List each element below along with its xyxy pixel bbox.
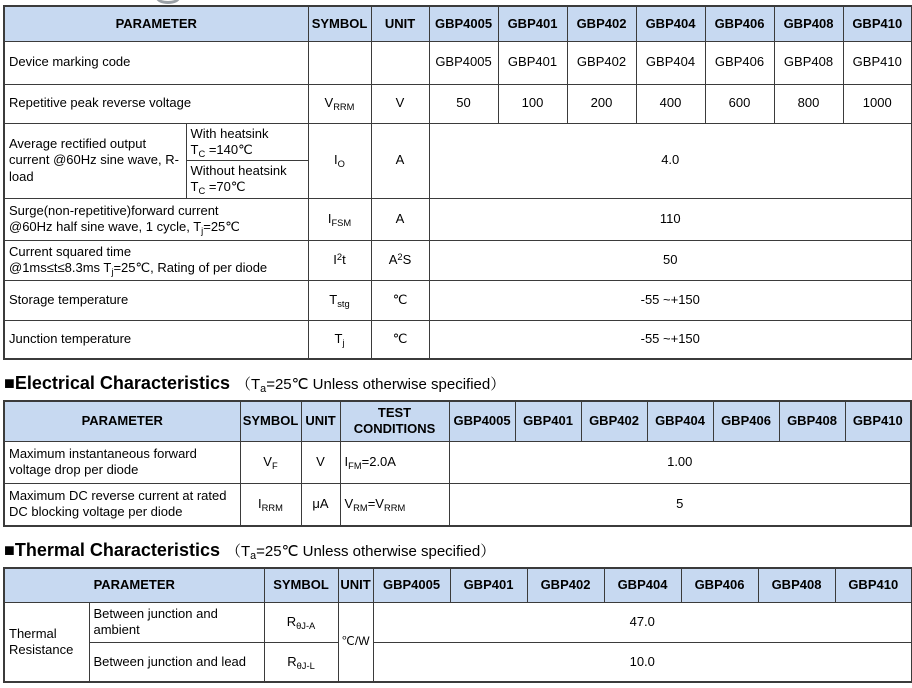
header-model-gbp4005: GBP4005 [429, 6, 498, 41]
symbol-vf: $V_F$ [240, 441, 301, 483]
unit-device-marking-empty [371, 41, 429, 84]
header-model-gbp401: GBP401 [515, 401, 581, 441]
row-vrrm [4, 84, 912, 123]
value-tj: -55 ~+150 [429, 320, 912, 359]
header-model-gbp408: GBP408 [774, 6, 843, 41]
header-model-gbp404: GBP404 [647, 401, 713, 441]
header-model-gbp402: GBP402 [527, 568, 604, 602]
cond-with-heatsink: With heatsink $T_C$ =140℃ [186, 123, 308, 161]
electrical-title-text: ■Electrical Characteristics [4, 373, 230, 393]
header-model-gbp406: GBP406 [705, 6, 774, 41]
header-model-gbp4005: GBP4005 [373, 568, 450, 602]
marking-value-gbp404: GBP404 [636, 41, 705, 84]
param-io: Average rectified output current @60Hz sine wave, R-load [4, 123, 186, 198]
row-tj [4, 320, 912, 359]
vrrm-value-gbp402: 200 [567, 84, 636, 123]
electrical-characteristics-title [4, 373, 912, 394]
param-group-thermal-resistance: Thermal Resistance [4, 602, 89, 682]
unit-tj: ℃ [371, 320, 429, 359]
symbol-tstg: $T_{stg}$ [308, 280, 371, 320]
marking-value-gbp410: GBP410 [843, 41, 912, 84]
marking-value-gbp406: GBP406 [705, 41, 774, 84]
unit-io: A [371, 123, 429, 198]
symbol-tj: $T_j$ [308, 320, 371, 359]
marking-value-gbp408: GBP408 [774, 41, 843, 84]
header-model-gbp406: GBP406 [681, 568, 758, 602]
header-model-gbp4005: GBP4005 [449, 401, 515, 441]
header-model-gbp401: GBP401 [498, 6, 567, 41]
test-condition-irrm: $V_{RM}=V_{RRM}$ [340, 483, 449, 526]
marking-value-gbp401: GBP401 [498, 41, 567, 84]
symbol-rja: $R_{\theta J-A}$ [264, 602, 338, 642]
unit-ifsm: A [371, 198, 429, 240]
row-i2t [4, 240, 912, 280]
header-symbol: SYMBOL [308, 6, 371, 41]
page-crop-artifact [156, 0, 180, 4]
symbol-io: $I_O$ [308, 123, 371, 198]
vrrm-value-gbp401: 100 [498, 84, 567, 123]
param-vf: Maximum instantaneous forward voltage drop per diode [4, 441, 240, 483]
row-rjl [4, 642, 912, 682]
param-vrrm: Repetitive peak reverse voltage [4, 84, 308, 123]
thermal-header-row [4, 568, 912, 602]
header-unit: UNIT [338, 568, 373, 602]
symbol-vrrm: $V_{RRM}$ [308, 84, 371, 123]
test-condition-vf: $I_{FM}=2.0A$ [340, 441, 449, 483]
header-parameter: PARAMETER [4, 6, 308, 41]
header-test-conditions: TEST CONDITIONS [340, 401, 449, 441]
header-model-gbp406: GBP406 [713, 401, 779, 441]
param-ifsm: Surge(non-repetitive)forward current @60Hz half sine wave, 1 cycle, $T_j=25℃$ [4, 198, 308, 240]
symbol-rjl: $R_{\theta J-L}$ [264, 642, 338, 682]
thermal-title-condition: （$T_a=25℃$ Unless otherwise specified） [225, 543, 496, 562]
electrical-characteristics-table [3, 400, 912, 527]
symbol-device-marking-empty [308, 41, 371, 84]
header-model-gbp404: GBP404 [636, 6, 705, 41]
value-io: 4.0 [429, 123, 912, 198]
value-rja: 47.0 [373, 602, 912, 642]
value-tstg: -55 ~+150 [429, 280, 912, 320]
value-irrm: 5 [449, 483, 911, 526]
row-ifsm [4, 198, 912, 240]
header-model-gbp410: GBP410 [845, 401, 911, 441]
value-vf: 1.00 [449, 441, 911, 483]
param-i2t: Current squared time @1ms≤t≤8.3ms $T_j=25℃$, Rating of per diode [4, 240, 308, 280]
unit-vrrm: V [371, 84, 429, 123]
param-tj: Junction temperature [4, 320, 308, 359]
unit-irrm: μA [301, 483, 340, 526]
param-tstg: Storage temperature [4, 280, 308, 320]
thermal-characteristics-title [4, 540, 912, 561]
header-model-gbp408: GBP408 [779, 401, 845, 441]
unit-thermal: ℃/W [338, 602, 373, 682]
header-symbol: SYMBOL [240, 401, 301, 441]
row-irrm [4, 483, 911, 526]
thermal-title-text: ■Thermal Characteristics [4, 540, 220, 560]
cond-without-heatsink: Without heatsink $T_C$ =70℃ [186, 161, 308, 199]
unit-i2t: $A^2S$ [371, 240, 429, 280]
symbol-i2t: $I^2t$ [308, 240, 371, 280]
vrrm-value-gbp408: 800 [774, 84, 843, 123]
unit-tstg: ℃ [371, 280, 429, 320]
param-device-marking: Device marking code [4, 41, 308, 84]
vrrm-value-gbp4005: 50 [429, 84, 498, 123]
max-ratings-header-row [4, 6, 912, 41]
electrical-header-row [4, 401, 911, 441]
row-device-marking [4, 41, 912, 84]
unit-vf: V [301, 441, 340, 483]
row-io-with-heatsink [4, 123, 912, 161]
vrrm-value-gbp406: 600 [705, 84, 774, 123]
row-rja [4, 602, 912, 642]
vrrm-value-gbp410: 1000 [843, 84, 912, 123]
row-tstg [4, 280, 912, 320]
thermal-characteristics-table [3, 567, 912, 683]
header-parameter: PARAMETER [4, 568, 264, 602]
value-i2t: 50 [429, 240, 912, 280]
param-rjl: Between junction and lead [89, 642, 264, 682]
header-unit: UNIT [301, 401, 340, 441]
value-rjl: 10.0 [373, 642, 912, 682]
value-ifsm: 110 [429, 198, 912, 240]
maximum-ratings-table [3, 5, 912, 360]
header-model-gbp410: GBP410 [843, 6, 912, 41]
param-irrm: Maximum DC reverse current at rated DC blocking voltage per diode [4, 483, 240, 526]
marking-value-gbp402: GBP402 [567, 41, 636, 84]
header-model-gbp404: GBP404 [604, 568, 681, 602]
header-model-gbp402: GBP402 [581, 401, 647, 441]
header-model-gbp408: GBP408 [758, 568, 835, 602]
param-rja: Between junction and ambient [89, 602, 264, 642]
header-parameter: PARAMETER [4, 401, 240, 441]
header-symbol: SYMBOL [264, 568, 338, 602]
symbol-ifsm: $I_{FSM}$ [308, 198, 371, 240]
marking-value-gbp4005: GBP4005 [429, 41, 498, 84]
header-model-gbp402: GBP402 [567, 6, 636, 41]
symbol-irrm: $I_{RRM}$ [240, 483, 301, 526]
row-vf [4, 441, 911, 483]
header-model-gbp401: GBP401 [450, 568, 527, 602]
electrical-title-condition: （$T_a=25℃$ Unless otherwise specified） [236, 376, 506, 395]
vrrm-value-gbp404: 400 [636, 84, 705, 123]
header-unit: UNIT [371, 6, 429, 41]
header-model-gbp410: GBP410 [835, 568, 912, 602]
